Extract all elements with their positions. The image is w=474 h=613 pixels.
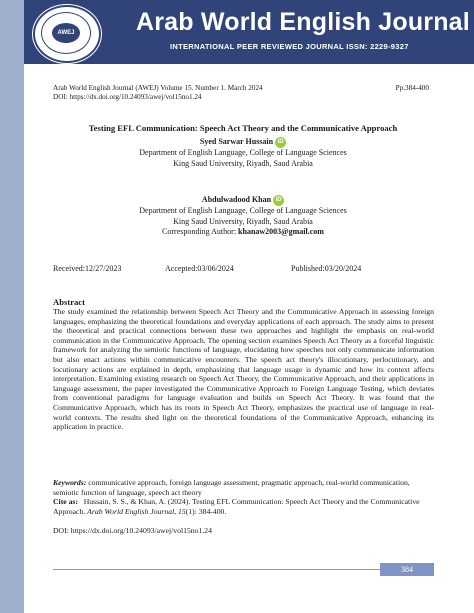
corresponding-author: Corresponding Author: khanaw2003@gmail.com [162, 227, 324, 236]
cite-issue: (1): 384-400. [185, 506, 227, 516]
author-name-2: Abdulwadood Khan iD [202, 195, 284, 206]
cite-journal: Arab World English Journal, 15 [87, 506, 186, 516]
published-date: Published:03/20/2024 [291, 264, 362, 273]
corresponding-email[interactable]: khanaw2003@gmail.com [238, 227, 324, 236]
orcid-icon[interactable]: iD [275, 137, 286, 148]
received-date: Received:12/27/2023 [53, 264, 122, 273]
journal-title: Arab World English Journal [136, 8, 470, 36]
keywords-text: communicative approach, foreign language assessment, pragmatic approach, real-world communication, semiotic function of language, speech act theory [53, 478, 410, 497]
orcid-icon[interactable]: iD [273, 195, 284, 206]
paper-title: Testing EFL Communication: Speech Act Theory and the Communicative Approach [88, 123, 398, 133]
accepted-date: Accepted:03/06/2024 [165, 264, 234, 273]
keywords [53, 478, 434, 497]
keywords-label: Keywords: [53, 478, 87, 487]
cite-label: Cite as: [53, 497, 78, 506]
page-range: Pp.384-400 [395, 84, 429, 92]
author-block-2 [53, 195, 433, 238]
abstract-text: The study examined the relationship between Speech Act Theory and the Communicative Approach in assessing foreign languages, emphasizing the theoretical foundations and everyday applications of each approach. The study aims to present the theoretical and practical connections between these two approaches and highlight the emphasis on real-world communication in the Communicative Approach. The opening section examines Speech Act Theory as a forceful linguistic framework for analyzing the semiotic functions of language, elucidating how speeches not only communicate information but also enact actions within communicative encounters. The speech act theory's illocutionary, perlocutionary, and locutionary actions are explained in depth, emphasizing that language usage is dynamic and how its context affects interpretation. Examining existing research on Speech Act Theory, the Communicative Approach, and their applications in language assessment, the paper investigated the Communicative Approach to Foreign Language Testing, which deviates from conventional paradigms for language evaluation and builds on Speech Act Theory. It was found that the Communicative Approach, which has its roots in Speech Act Theory, emphasizes the practical use of language in real-world contexts. The results shed light on the theoretical foundations of the Communicative Approach, enhancing its application in practice. [53, 307, 434, 432]
citation-doi-line: DOI: https://dx.doi.org/10.24093/awej/vol15no1.24 [53, 93, 202, 101]
author-name-1: Syed Sarwar Hussain iD [200, 137, 286, 148]
author-dept-2: Department of English Language, College of Language Sciences [139, 206, 347, 215]
author-affil-1: King Saud University, Riyadh, Saud Arabia [173, 158, 313, 168]
page-number: 384 [380, 563, 434, 576]
author-dept-1: Department of English Language, College of Language Sciences [139, 148, 347, 157]
cite-text: Hussain, S. S., & Khan, A. (2024). Testing EFL Communication: Speech Act Theory and the Communicative Approach. [53, 497, 420, 516]
left-sidebar-band [0, 0, 24, 613]
logo-core-text: AWEJ [52, 23, 80, 43]
journal-subtitle: INTERNATIONAL PEER REVIEWED JOURNAL ISSN: 2229-9327 [170, 42, 409, 51]
citation-header [53, 84, 263, 102]
journal-logo [33, 5, 101, 63]
author-block-1 [53, 137, 433, 169]
author-affil-2: King Saud University, Riyadh, Saud Arabia [173, 216, 313, 226]
cite-as [53, 497, 434, 516]
article-doi[interactable]: DOI: https://dx.doi.org/10.24093/awej/vol15no1.24 [53, 526, 212, 535]
citation-volume-line: Arab World English Journal (AWEJ) Volume 15. Number 1. March 2024 [53, 84, 263, 92]
footer-rule [53, 569, 434, 570]
abstract-heading: Abstract [53, 297, 85, 307]
